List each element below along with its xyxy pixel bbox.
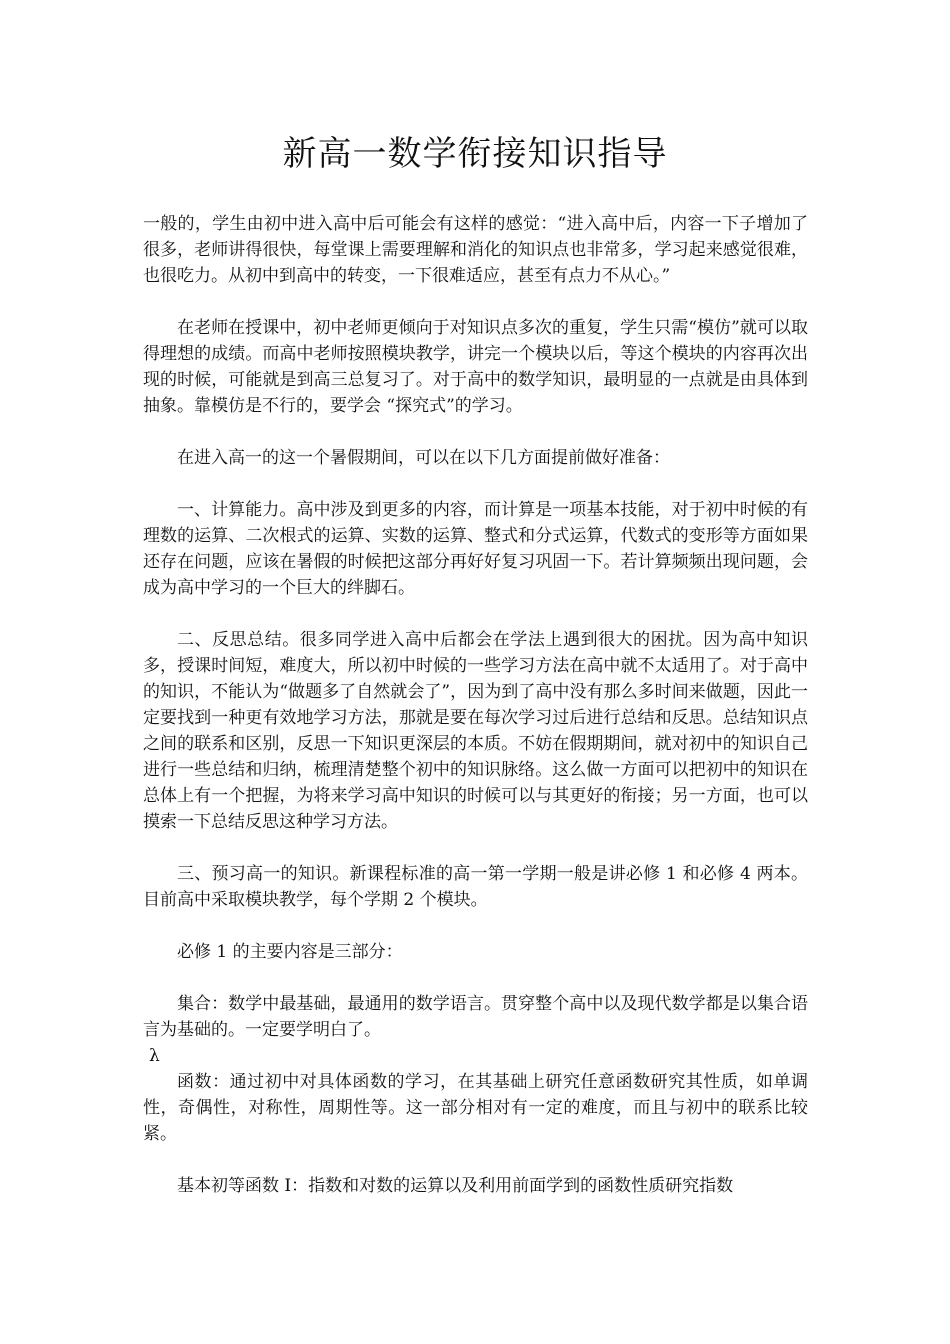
paragraph-reflection-summary: 二、反思总结。很多同学进入高中后都会在学法上遇到很大的困扰。因为高中知识多，授课时间短，难度大，所以初中时候的一些学习方法在高中就不太适用了。对于高中的知识，不能认为“做题多了自然就会了”，因为到了高中没有那么多时间来做题，因此一定要找到一种更有效地学习方法，那就是要在每次学习过后进行总结和反思。总结知识点之间的联系和区别，反思一下知识更深层的本质。不妨在假期期间，就对初中的知识自己进行一些总结和归纳，梳理清楚整个初中的知识脉络。这么做一方面可以把初中的知识在总体上有一个把握，为将来学习高中知识的时候可以与其更好的衔接；另一方面，也可以摸索一下总结反思这种学习方法。 (143, 630, 808, 832)
document-title: 新高一数学衔接知识指导 (282, 134, 668, 174)
paragraph-sets: 集合：数学中最基础，最通用的数学语言。贯穿整个高中以及现代数学都是以集合语言为基础的。一定要学明白了。 (143, 994, 808, 1040)
paragraph-intro: 一般的，学生由初中进入高中后可能会有这样的感觉：“进入高中后，内容一下子增加了很多，老师讲得很快，每堂课上需要理解和消化的知识点也非常多，学习起来感觉很难，也很吃力。从初中到高中的转变，一下很难适应，甚至有点力不从心。” (143, 214, 808, 286)
paragraph-teaching-difference: 在老师在授课中，初中老师更倾向于对知识点多次的重复，学生只需“模仿”就可以取得理想的成绩。而高中老师按照模块教学，讲完一个模块以后，等这个模块的内容再次出现的时候，可能就是到高三总复习了。对于高中的数学知识，最明显的一点就是由具体到抽象。靠模仿是不行的，要学会 “探究式”的学习。 (143, 318, 808, 416)
document-body (143, 211, 808, 1225)
paragraph-functions: 函数：通过初中对具体函数的学习，在其基础上研究任意函数研究其性质，如单调性，奇偶性，对称性，周期性等。这一部分相对有一定的难度，而且与初中的联系比较紧。 (143, 1072, 808, 1144)
paragraph-basic-elementary-functions: 基本初等函数 I：指数和对数的运算以及利用前面学到的函数性质研究指数 (177, 1176, 734, 1196)
lambda-symbol: λ (149, 1046, 160, 1066)
paragraph-calculation-ability: 一、计算能力。高中涉及到更多的内容，而计算是一项基本技能，对于初中时候的有理数的运算、二次根式的运算、实数的运算、整式和分式运算，代数式的变形等方面如果还存在问题，应该在暑假的时候把这部分再好好复习巩固一下。若计算频频出现问题，会成为高中学习的一个巨大的绊脚石。 (143, 500, 808, 598)
paragraph-required-course-one: 必修 1 的主要内容是三部分： (177, 942, 403, 962)
paragraph-summer-preparation: 在进入高一的这一个暑假期间，可以在以下几方面提前做好准备： (177, 448, 670, 468)
paragraph-preview-grade-one: 三、预习高一的知识。新课程标准的高一第一学期一般是讲必修 1 和必修 4 两本。目前高中采取模块教学，每个学期 2 个模块。 (143, 864, 808, 910)
